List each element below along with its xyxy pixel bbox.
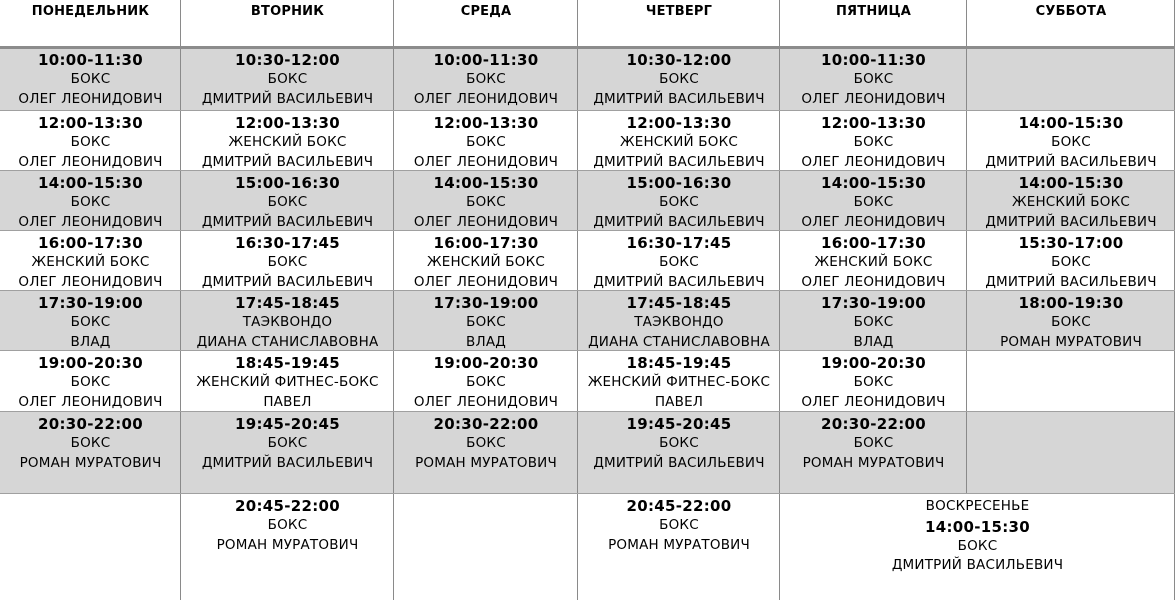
grid-line-horizontal [0,411,1175,412]
session-coach: ОЛЕГ ЛЕОНИДОВИЧ [18,153,163,170]
schedule-cell [394,231,578,291]
session-time: 16:30-17:45 [626,234,732,252]
session-time: 10:00-11:30 [37,51,144,69]
session-class: БОКС [267,71,308,87]
session-coach: РОМАН МУРАТОВИЧ [415,454,557,471]
session-class: ЖЕНСКИЙ БОКС [426,254,546,270]
schedule-cell [181,412,394,494]
session-time: 15:00-16:30 [234,174,341,192]
session-coach: ОЛЕГ ЛЕОНИДОВИЧ [801,273,946,290]
schedule-cell [578,291,780,351]
schedule-cell [967,48,1175,111]
grid-line-horizontal [0,170,1175,171]
session-time: 17:30-19:00 [820,294,927,312]
session-coach: ДИАНА СТАНИСЛАВОВНА [196,333,379,350]
schedule-cell [780,291,967,351]
session-class: БОКС [267,435,308,451]
schedule-cell [394,412,578,494]
session-time: 17:30-19:00 [37,294,144,312]
session-time: 17:30-19:00 [433,294,539,312]
session-class: БОКС [466,134,506,150]
session-coach: ОЛЕГ ЛЕОНИДОВИЧ [801,153,946,170]
session-time: 19:00-20:30 [820,354,927,372]
session-class: ЖЕНСКИЙ БОКС [814,254,933,270]
session-coach: ДМИТРИЙ ВАСИЛЬЕВИЧ [201,90,374,107]
grid-line-vertical [393,0,394,600]
session-class: БОКС [466,194,506,210]
sunday-label: ВОСКРЕСЕНЬЕ [925,498,1030,514]
grid-line-vertical [180,0,181,600]
schedule-cell [967,171,1175,231]
session-class: ЖЕНСКИЙ ФИТНЕС-БОКС [587,374,771,390]
session-class: БОКС [267,254,308,270]
session-coach: ОЛЕГ ЛЕОНИДОВИЧ [413,393,559,410]
schedule-cell [780,48,967,111]
session-time: 14:00-15:30 [924,517,1031,536]
session-class: ЖЕНСКИЙ БОКС [31,254,150,270]
grid-line-vertical [577,0,578,600]
schedule-cell [0,48,181,111]
session-coach: ОЛЕГ ЛЕОНИДОВИЧ [413,90,559,107]
session-class: БОКС [853,134,894,150]
schedule-cell [0,291,181,351]
session-coach: РОМАН МУРАТОВИЧ [216,536,359,553]
session-class: БОКС [853,374,894,390]
schedule-cell [578,111,780,171]
session-class: ЖЕНСКИЙ БОКС [228,134,347,150]
session-class: БОКС [1051,314,1091,330]
schedule-cell [181,231,394,291]
session-class: БОКС [70,194,111,210]
schedule-cell [578,231,780,291]
session-class: БОКС [70,314,111,330]
session-coach: ОЛЕГ ЛЕОНИДОВИЧ [801,90,946,107]
session-class: БОКС [70,71,111,87]
session-coach: ДИАНА СТАНИСЛАВОВНА [588,333,770,350]
schedule-cell [0,351,181,412]
session-class: ТАЭКВОНДО [634,314,724,330]
schedule-cell [578,412,780,494]
session-coach: ВЛАД [466,333,506,350]
schedule-cell [967,231,1175,291]
session-time: 12:00-13:30 [433,114,539,132]
session-time: 19:00-20:30 [37,354,144,372]
session-coach: ДМИТРИЙ ВАСИЛЬЕВИЧ [891,557,1064,573]
session-class: БОКС [267,517,308,533]
session-time: 18:45-19:45 [234,354,341,372]
session-class: БОКС [659,194,699,210]
session-coach: ДМИТРИЙ ВАСИЛЬЕВИЧ [201,454,374,471]
session-coach: ОЛЕГ ЛЕОНИДОВИЧ [18,90,163,107]
schedule-cell [394,291,578,351]
session-coach: ВЛАД [70,333,111,350]
grid-line-horizontal [0,230,1175,231]
grid-line-horizontal [0,350,1175,351]
schedule-cell [394,351,578,412]
schedule-cell [0,494,181,600]
schedule-cell [578,171,780,231]
session-coach: ДМИТРИЙ ВАСИЛЬЕВИЧ [201,213,374,230]
session-time: 19:45-20:45 [234,415,341,433]
sunday-cell [780,494,1175,600]
schedule-cell [780,231,967,291]
schedule-cell [0,412,181,494]
schedule-cell [181,351,394,412]
session-class: БОКС [659,254,699,270]
session-time: 18:45-19:45 [626,354,732,372]
session-coach: ОЛЕГ ЛЕОНИДОВИЧ [801,393,946,410]
session-class: БОКС [659,517,699,533]
session-class: БОКС [853,71,894,87]
session-time: 17:45-18:45 [626,294,732,312]
session-time: 20:30-22:00 [37,415,144,433]
session-coach: ОЛЕГ ЛЕОНИДОВИЧ [801,213,946,230]
day-header-4: ПЯТНИЦА [835,4,912,19]
session-time: 15:00-16:30 [626,174,732,192]
day-header-1: ВТОРНИК [250,4,325,19]
session-time: 19:45-20:45 [626,415,732,433]
schedule-cell [181,48,394,111]
session-time: 20:45-22:00 [234,497,341,515]
grid-line-horizontal [0,110,1175,111]
session-coach: ДМИТРИЙ ВАСИЛЬЕВИЧ [985,153,1157,170]
session-class: ТАЭКВОНДО [242,314,333,330]
session-class: БОКС [853,314,894,330]
schedule-cell [780,412,967,494]
session-coach: РОМАН МУРАТОВИЧ [1000,333,1142,350]
session-time: 16:00-17:30 [820,234,927,252]
session-time: 14:00-15:30 [1018,174,1124,192]
day-header-2: СРЕДА [460,4,512,19]
session-time: 15:30-17:00 [1018,234,1124,252]
session-time: 12:00-13:30 [820,114,927,132]
session-class: БОКС [1051,134,1091,150]
session-coach: ДМИТРИЙ ВАСИЛЬЕВИЧ [201,153,374,170]
session-time: 14:00-15:30 [433,174,539,192]
session-coach: РОМАН МУРАТОВИЧ [608,536,750,553]
session-time: 10:00-11:30 [820,51,927,69]
session-time: 10:30-12:00 [626,51,732,69]
schedule-cell [394,494,578,600]
session-class: БОКС [853,435,894,451]
session-class: БОКС [70,134,111,150]
schedule-cell [780,111,967,171]
session-coach: РОМАН МУРАТОВИЧ [19,454,162,471]
day-header-0: ПОНЕДЕЛЬНИК [31,4,150,19]
session-coach: ОЛЕГ ЛЕОНИДОВИЧ [18,213,163,230]
session-coach: ДМИТРИЙ ВАСИЛЬЕВИЧ [985,213,1157,230]
session-time: 16:30-17:45 [234,234,341,252]
session-coach: ДМИТРИЙ ВАСИЛЬЕВИЧ [985,273,1157,290]
session-coach: ДМИТРИЙ ВАСИЛЬЕВИЧ [593,90,765,107]
session-time: 14:00-15:30 [37,174,144,192]
schedule-cell [181,291,394,351]
schedule-cell [394,171,578,231]
session-coach: ДМИТРИЙ ВАСИЛЬЕВИЧ [593,273,765,290]
session-time: 20:30-22:00 [433,415,539,433]
session-time: 12:00-13:30 [37,114,144,132]
session-time: 12:00-13:30 [234,114,341,132]
schedule-cell [181,171,394,231]
session-time: 17:45-18:45 [234,294,341,312]
day-header-5: СУББОТА [1035,4,1107,19]
session-class: ЖЕНСКИЙ БОКС [619,134,739,150]
schedule-cell [578,48,780,111]
session-time: 10:00-11:30 [433,51,539,69]
grid-line-horizontal [0,290,1175,291]
grid-line-vertical [779,0,780,600]
session-time: 16:00-17:30 [37,234,144,252]
session-class: БОКС [659,71,699,87]
session-coach: ОЛЕГ ЛЕОНИДОВИЧ [413,213,559,230]
session-class: БОКС [70,435,111,451]
session-time: 18:00-19:30 [1018,294,1124,312]
session-time: 14:00-15:30 [820,174,927,192]
session-class: БОКС [659,435,699,451]
schedule-cell [780,351,967,412]
session-coach: РОМАН МУРАТОВИЧ [802,454,945,471]
schedule-cell [181,494,394,600]
session-class: БОКС [1051,254,1091,270]
session-time: 10:30-12:00 [234,51,341,69]
session-time: 14:00-15:30 [1018,114,1124,132]
session-class: БОКС [70,374,111,390]
session-coach: ДМИТРИЙ ВАСИЛЬЕВИЧ [593,153,765,170]
schedule-cell [967,111,1175,171]
session-coach: ОЛЕГ ЛЕОНИДОВИЧ [413,153,559,170]
session-class: БОКС [466,71,506,87]
session-coach: ДМИТРИЙ ВАСИЛЬЕВИЧ [593,213,765,230]
schedule-cell [967,291,1175,351]
session-class: ЖЕНСКИЙ БОКС [1011,194,1131,210]
session-time: 20:45-22:00 [626,497,732,515]
schedule-cell [578,494,780,600]
schedule-cell [967,412,1175,494]
day-header-3: ЧЕТВЕРГ [645,4,713,19]
schedule-cell [0,231,181,291]
session-coach: ДМИТРИЙ ВАСИЛЬЕВИЧ [201,273,374,290]
schedule-cell [0,111,181,171]
session-time: 12:00-13:30 [626,114,732,132]
session-coach: ВЛАД [853,333,894,350]
schedule-cell [780,171,967,231]
session-coach: ДМИТРИЙ ВАСИЛЬЕВИЧ [593,454,765,471]
grid-line-horizontal [0,46,1175,49]
schedule-cell [578,351,780,412]
grid-line-horizontal [0,493,1175,494]
session-coach: ОЛЕГ ЛЕОНИДОВИЧ [18,273,163,290]
grid-line-vertical [966,0,967,494]
session-class: БОКС [267,194,308,210]
schedule-cell [967,351,1175,412]
session-time: 16:00-17:30 [433,234,539,252]
session-class: БОКС [466,435,506,451]
session-coach: ОЛЕГ ЛЕОНИДОВИЧ [413,273,559,290]
session-class: БОКС [466,374,506,390]
session-class: БОКС [466,314,506,330]
schedule-cell [0,171,181,231]
session-coach: ОЛЕГ ЛЕОНИДОВИЧ [18,393,163,410]
session-coach: ПАВЕЛ [654,393,704,410]
session-class: ЖЕНСКИЙ ФИТНЕС-БОКС [196,374,379,390]
session-time: 20:30-22:00 [820,415,927,433]
schedule-cell [394,111,578,171]
session-time: 19:00-20:30 [433,354,539,372]
session-class: БОКС [957,537,998,554]
session-class: БОКС [853,194,894,210]
session-coach: ПАВЕЛ [263,393,312,410]
schedule-cell [394,48,578,111]
schedule-cell [181,111,394,171]
